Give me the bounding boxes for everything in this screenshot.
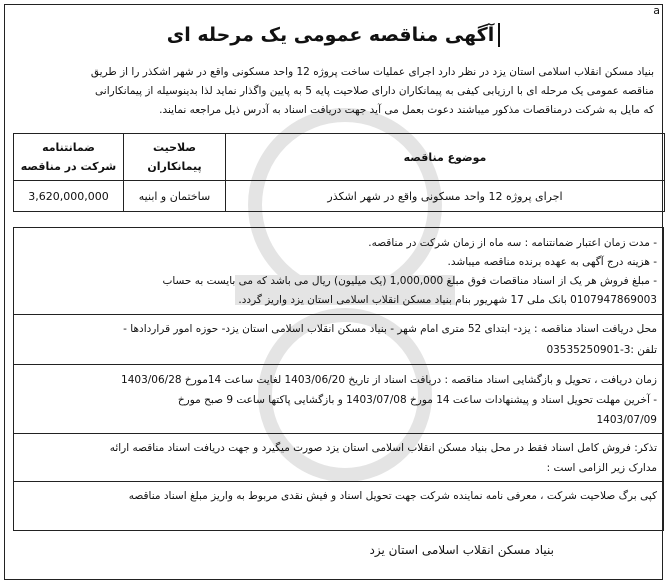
term-schedule: زمان دریافت ، تحویل و بازگشایی اسناد مناقصه : دریافت اسناد از تاریخ 1403/06/20 لغایت ساعت 14مورخ 1403/06/28 [121,374,657,386]
term-docs-list: کپی برگ صلاحیت شرکت ، معرفی نامه نماینده شرکت جهت تحویل اسناد و فیش نقدی مربوط به واریز مبلغ اسناد مناقصه [128,490,657,502]
header-guarantee [14,134,124,181]
terms-box [13,227,664,531]
intro-line: مناقصه عمومی یک مرحله ای با ارزیابی کیفی به پیمانکاران دارای صلاحیت پایه 5 به پایین واگذار نماید لذا بدینوسیله از پیمانکارانی [95,85,654,97]
intro-paragraph [13,63,654,120]
header-qualification [124,134,226,181]
page-title: آگهی مناقصه عمومی یک مرحله ای [167,23,500,47]
table-header-row [14,134,665,181]
header-guarantee-line2: شرکت در مناقصه [20,160,117,173]
header-subject: موضوع مناقصه [226,134,665,181]
term-validity: - مدت زمان اعتبار ضمانتنامه : سه ماه از زمان شرکت در مناقصه. [368,237,657,249]
intro-line: که مایل به شرکت درمناقصات مذکور میباشند دعوت بعمل می آید جهت دریافت اسناد به آدرس ذیل مراجعه نمایند. [159,104,654,116]
term-opening-date: 1403/07/09 [596,414,657,426]
terms-divider [14,314,663,315]
header-qualification-line2: پیمانکاران [147,160,202,173]
term-deadline: - آخرین مهلت تحویل اسناد و پیشنهادات ساعت 14 مورخ 1403/07/08 و بازگشایی پاکتها ساعت 9 صبح مورخ [177,394,657,406]
cell-subject: اجرای پروژه 12 واحد مسکونی واقع در شهر اشکذر [226,181,665,212]
intro-line: بنیاد مسکن انقلاب اسلامی استان یزد در نظر دارد اجرای عملیات ساخت پروژه 12 واحد مسکونی واقع در شهر اشکذر را از طریق [90,66,654,78]
signature: بنیاد مسکن انقلاب اسلامی استان یزد [369,543,554,557]
terms-divider [14,481,663,482]
term-note: تذکر: فروش کامل اسناد فقط در محل بنیاد مسکن انقلاب اسلامی استان یزد صورت میگیرد و جهت دریافت اسناد مناقصه ارائه [109,442,657,454]
term-document-price: - مبلغ فروش هر یک از اسناد مناقصات فوق مبلغ 1,000,000 (یک میلیون) ریال می باشد که می بایست به حساب [162,275,657,287]
title-area [5,18,662,52]
cell-qualification: ساختمان و ابنیه [124,181,226,212]
terms-divider [14,433,663,434]
term-ad-cost: - هزینه درج آگهی به عهده برنده مناقصه میباشد. [447,256,657,268]
header-guarantee-line1: ضمانتنامه [42,141,95,154]
notice-frame [4,4,663,580]
term-address: محل دریافت اسناد مناقصه : یزد- ابتدای 52 متری امام شهر - بنیاد مسکن انقلاب اسلامی استان یزد- حوزه امور قراردادها - [123,323,657,335]
tender-table [13,133,665,212]
cell-guarantee-amount: 3,620,000,000 [14,181,124,212]
term-phone: تلفن :3-03535250901 [546,344,657,356]
corner-mark: a [653,4,660,17]
terms-divider [14,364,663,365]
table-row [14,181,665,212]
term-bank-account: 0107947869003 بانک ملی 17 شهریور بنام بنیاد مسکن انقلاب اسلامی استان یزد واریز گردد. [238,294,657,306]
header-qualification-line1: صلاحیت [152,141,197,154]
term-required-docs: مدارک زیر الزامی است : [546,462,657,474]
